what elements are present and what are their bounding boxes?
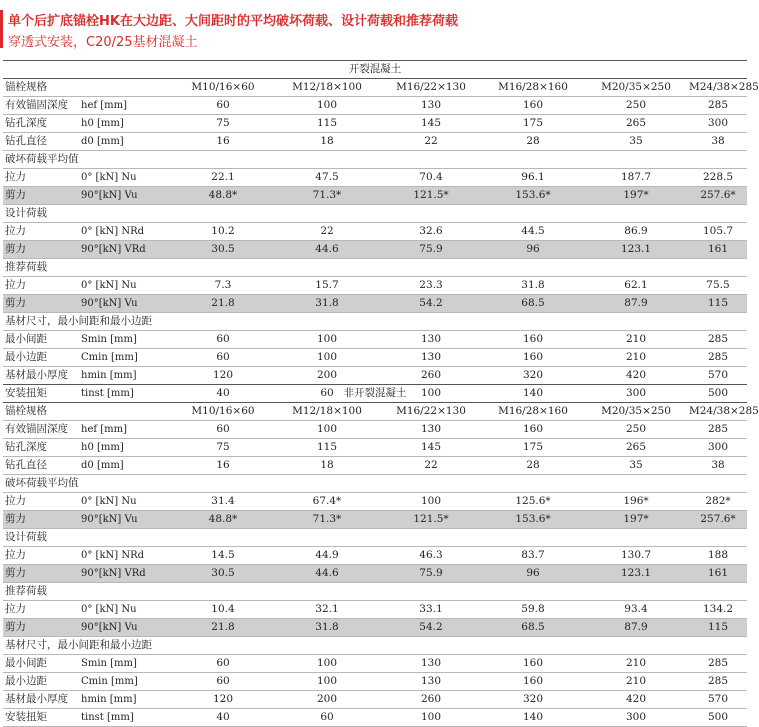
value-cell: 86.9 (583, 223, 689, 241)
value-cell: 60 (171, 655, 275, 673)
row-unit: 90°[kN] Vu (81, 295, 171, 313)
section-row (3, 637, 747, 655)
table-row (3, 655, 747, 673)
value-cell: 115 (689, 619, 747, 637)
value-cell: 18 (275, 457, 379, 475)
row-label: 最小间距 (3, 331, 81, 349)
row-unit: 0° [kN] Nu (81, 493, 171, 511)
table-row (3, 169, 747, 187)
value-cell: 200 (275, 367, 379, 385)
value-cell: 100 (379, 493, 483, 511)
row-label: 拉力 (3, 601, 81, 619)
value-cell: 320 (483, 691, 583, 709)
value-cell: 60 (171, 331, 275, 349)
value-cell: 62.1 (583, 277, 689, 295)
size-header-cell: M20/35×250 (583, 403, 689, 421)
value-cell: 21.8 (171, 619, 275, 637)
value-cell: 210 (583, 655, 689, 673)
size-header-cell: M24/38×285 (689, 79, 747, 97)
value-cell: 145 (379, 439, 483, 457)
value-cell: 210 (583, 349, 689, 367)
value-cell: 250 (583, 97, 689, 115)
value-cell: 121.5* (379, 511, 483, 529)
value-cell: 75.9 (379, 241, 483, 259)
row-label: 最小间距 (3, 655, 81, 673)
value-cell: 70.4 (379, 169, 483, 187)
value-cell: 130.7 (583, 547, 689, 565)
size-header-cell: M20/35×250 (583, 79, 689, 97)
value-cell: 160 (483, 97, 583, 115)
value-cell: 570 (689, 367, 747, 385)
value-cell: 44.6 (275, 241, 379, 259)
row-label: 推荐荷载 (3, 259, 747, 277)
value-cell: 38 (689, 457, 747, 475)
value-cell: 75.5 (689, 277, 747, 295)
row-label: 剪力 (3, 241, 81, 259)
value-cell: 54.2 (379, 619, 483, 637)
value-cell: 60 (171, 349, 275, 367)
row-label: 剪力 (3, 187, 81, 205)
table-caption-row (3, 385, 747, 403)
row-unit: tinst [mm] (81, 385, 171, 403)
value-cell: 196* (583, 493, 689, 511)
value-cell: 44.9 (275, 547, 379, 565)
row-unit: Smin [mm] (81, 331, 171, 349)
value-cell: 300 (583, 709, 689, 727)
row-label: 剪力 (3, 619, 81, 637)
table-row (3, 457, 747, 475)
size-header-cell: M10/16×60 (171, 79, 275, 97)
row-unit: 90°[kN] Vu (81, 511, 171, 529)
row-label: 基材尺寸，最小间距和最小边距 (3, 637, 747, 655)
table-row (3, 97, 747, 115)
value-cell: 260 (379, 691, 483, 709)
table-row (3, 421, 747, 439)
row-label: 基材尺寸，最小间距和最小边距 (3, 313, 747, 331)
value-cell: 46.3 (379, 547, 483, 565)
value-cell: 130 (379, 421, 483, 439)
value-cell: 60 (171, 97, 275, 115)
value-cell: 115 (275, 439, 379, 457)
row-label: 安装扭矩 (3, 709, 81, 727)
value-cell: 87.9 (583, 619, 689, 637)
value-cell: 160 (483, 655, 583, 673)
value-cell: 285 (689, 349, 747, 367)
value-cell: 87.9 (583, 295, 689, 313)
value-cell: 40 (171, 709, 275, 727)
value-cell: 300 (689, 115, 747, 133)
value-cell: 570 (689, 691, 747, 709)
table-row (3, 223, 747, 241)
value-cell: 420 (583, 691, 689, 709)
value-cell: 257.6* (689, 187, 747, 205)
value-cell: 100 (379, 709, 483, 727)
value-cell: 96 (483, 565, 583, 583)
value-cell: 161 (689, 565, 747, 583)
value-cell: 115 (275, 115, 379, 133)
value-cell: 32.1 (275, 601, 379, 619)
title-block (0, 0, 750, 52)
value-cell: 100 (379, 385, 483, 403)
value-cell: 123.1 (583, 241, 689, 259)
section-row (3, 259, 747, 277)
value-cell: 145 (379, 115, 483, 133)
table-row (3, 277, 747, 295)
value-cell: 60 (275, 385, 379, 403)
value-cell: 75 (171, 115, 275, 133)
row-label: 最小边距 (3, 673, 81, 691)
value-cell: 93.4 (583, 601, 689, 619)
value-cell: 265 (583, 115, 689, 133)
value-cell: 130 (379, 349, 483, 367)
row-unit: 90°[kN] Vu (81, 187, 171, 205)
size-header-cell: M16/22×130 (379, 79, 483, 97)
value-cell: 7.3 (171, 277, 275, 295)
table-row (3, 133, 747, 151)
value-cell: 285 (689, 331, 747, 349)
value-cell: 21.8 (171, 295, 275, 313)
value-cell: 60 (275, 709, 379, 727)
value-cell: 140 (483, 709, 583, 727)
value-cell: 38 (689, 133, 747, 151)
value-cell: 175 (483, 439, 583, 457)
value-cell: 100 (275, 673, 379, 691)
value-cell: 260 (379, 367, 483, 385)
value-cell: 83.7 (483, 547, 583, 565)
row-label: 钻孔直径 (3, 457, 81, 475)
value-cell: 175 (483, 115, 583, 133)
value-cell: 71.3* (275, 511, 379, 529)
size-header-row (3, 79, 747, 97)
table-cracked-concrete (3, 60, 759, 403)
value-cell: 500 (689, 385, 747, 403)
table-row (3, 511, 747, 529)
row-label: 钻孔直径 (3, 133, 81, 151)
value-cell: 60 (171, 673, 275, 691)
table-caption-row (3, 61, 747, 79)
value-cell: 187.7 (583, 169, 689, 187)
size-header-cell: M10/16×60 (171, 403, 275, 421)
row-unit: hef [mm] (81, 97, 171, 115)
value-cell: 160 (483, 421, 583, 439)
row-label: 有效锚固深度 (3, 97, 81, 115)
row-label: 设计荷载 (3, 205, 747, 223)
value-cell: 31.8 (275, 619, 379, 637)
value-cell: 18 (275, 133, 379, 151)
table-uncracked-concrete (3, 384, 759, 727)
row-label: 破坏荷载平均值 (3, 475, 747, 493)
size-header-cell: M12/18×100 (275, 403, 379, 421)
table-row (3, 331, 747, 349)
value-cell: 100 (275, 331, 379, 349)
value-cell: 100 (275, 97, 379, 115)
table-row (3, 673, 747, 691)
row-unit: d0 [mm] (81, 457, 171, 475)
size-header-cell: M16/22×130 (379, 403, 483, 421)
value-cell: 16 (171, 133, 275, 151)
row-label: 锚栓规格 (3, 79, 171, 97)
row-label: 钻孔深度 (3, 115, 81, 133)
row-label: 基材最小厚度 (3, 367, 81, 385)
row-label: 锚栓规格 (3, 403, 171, 421)
value-cell: 160 (483, 349, 583, 367)
row-unit: h0 [mm] (81, 115, 171, 133)
row-unit: 0° [kN] Nu (81, 277, 171, 295)
row-label: 基材最小厚度 (3, 691, 81, 709)
row-unit: 90°[kN] Vu (81, 619, 171, 637)
table-row (3, 565, 747, 583)
value-cell: 250 (583, 421, 689, 439)
row-label: 破坏荷载平均值 (3, 151, 747, 169)
value-cell: 75.9 (379, 565, 483, 583)
value-cell: 68.5 (483, 619, 583, 637)
row-label: 拉力 (3, 169, 81, 187)
value-cell: 188 (689, 547, 747, 565)
value-cell: 54.2 (379, 295, 483, 313)
row-label: 剪力 (3, 511, 81, 529)
value-cell: 130 (379, 655, 483, 673)
value-cell: 48.8* (171, 511, 275, 529)
value-cell: 121.5* (379, 187, 483, 205)
value-cell: 120 (171, 691, 275, 709)
value-cell: 31.8 (275, 295, 379, 313)
table-row (3, 187, 747, 205)
section-row (3, 475, 747, 493)
value-cell: 285 (689, 97, 747, 115)
value-cell: 265 (583, 439, 689, 457)
value-cell: 153.6* (483, 187, 583, 205)
row-unit: Cmin [mm] (81, 349, 171, 367)
table-row (3, 241, 747, 259)
row-unit: hmin [mm] (81, 691, 171, 709)
size-header-row (3, 403, 747, 421)
value-cell: 40 (171, 385, 275, 403)
value-cell: 100 (275, 655, 379, 673)
value-cell: 100 (275, 349, 379, 367)
value-cell: 71.3* (275, 187, 379, 205)
value-cell: 67.4* (275, 493, 379, 511)
value-cell: 31.8 (483, 277, 583, 295)
value-cell: 300 (689, 439, 747, 457)
value-cell: 197* (583, 187, 689, 205)
section-row (3, 313, 747, 331)
table-row (3, 493, 747, 511)
row-label: 最小边距 (3, 349, 81, 367)
value-cell: 123.1 (583, 565, 689, 583)
size-header-cell: M24/38×285 (689, 403, 747, 421)
row-unit: Cmin [mm] (81, 673, 171, 691)
row-label: 拉力 (3, 223, 81, 241)
value-cell: 140 (483, 385, 583, 403)
value-cell: 16 (171, 457, 275, 475)
accent-bar (0, 10, 3, 48)
row-label: 拉力 (3, 277, 81, 295)
value-cell: 33.1 (379, 601, 483, 619)
table-caption: 非开裂混凝土 (3, 385, 747, 403)
value-cell: 210 (583, 331, 689, 349)
value-cell: 300 (583, 385, 689, 403)
value-cell: 285 (689, 655, 747, 673)
table-row (3, 709, 747, 727)
value-cell: 22.1 (171, 169, 275, 187)
value-cell: 44.6 (275, 565, 379, 583)
row-unit: d0 [mm] (81, 133, 171, 151)
value-cell: 153.6* (483, 511, 583, 529)
row-unit: 0° [kN] NRd (81, 223, 171, 241)
size-header-cell: M12/18×100 (275, 79, 379, 97)
table-row (3, 601, 747, 619)
value-cell: 35 (583, 133, 689, 151)
value-cell: 22 (275, 223, 379, 241)
value-cell: 44.5 (483, 223, 583, 241)
value-cell: 282* (689, 493, 747, 511)
row-unit: 0° [kN] Nu (81, 601, 171, 619)
row-label: 剪力 (3, 565, 81, 583)
value-cell: 200 (275, 691, 379, 709)
value-cell: 134.2 (689, 601, 747, 619)
row-label: 安装扭矩 (3, 385, 81, 403)
row-unit: 90°[kN] VRd (81, 241, 171, 259)
value-cell: 35 (583, 457, 689, 475)
value-cell: 10.2 (171, 223, 275, 241)
table-row (3, 439, 747, 457)
value-cell: 47.5 (275, 169, 379, 187)
value-cell: 285 (689, 421, 747, 439)
row-unit: tinst [mm] (81, 709, 171, 727)
section-row (3, 529, 747, 547)
value-cell: 28 (483, 457, 583, 475)
section-row (3, 151, 747, 169)
table-row (3, 295, 747, 313)
row-label: 拉力 (3, 493, 81, 511)
value-cell: 120 (171, 367, 275, 385)
value-cell: 23.3 (379, 277, 483, 295)
value-cell: 30.5 (171, 241, 275, 259)
value-cell: 285 (689, 673, 747, 691)
value-cell: 320 (483, 367, 583, 385)
row-unit: 0° [kN] NRd (81, 547, 171, 565)
value-cell: 30.5 (171, 565, 275, 583)
row-unit: hmin [mm] (81, 367, 171, 385)
value-cell: 160 (483, 331, 583, 349)
row-label: 拉力 (3, 547, 81, 565)
value-cell: 100 (275, 421, 379, 439)
value-cell: 161 (689, 241, 747, 259)
row-unit: h0 [mm] (81, 439, 171, 457)
value-cell: 96 (483, 241, 583, 259)
table-row (3, 619, 747, 637)
page-title: 单个后扩底锚栓HK在大边距、大间距时的平均破坏荷载、设计荷载和推荐荷载 (8, 14, 458, 29)
value-cell: 257.6* (689, 511, 747, 529)
value-cell: 228.5 (689, 169, 747, 187)
value-cell: 31.4 (171, 493, 275, 511)
value-cell: 48.8* (171, 187, 275, 205)
value-cell: 420 (583, 367, 689, 385)
row-unit: 90°[kN] VRd (81, 565, 171, 583)
table-row (3, 115, 747, 133)
table-row (3, 367, 747, 385)
row-label: 推荐荷载 (3, 583, 747, 601)
row-unit: Smin [mm] (81, 655, 171, 673)
value-cell: 22 (379, 133, 483, 151)
value-cell: 15.7 (275, 277, 379, 295)
table-row (3, 349, 747, 367)
row-label: 钻孔深度 (3, 439, 81, 457)
section-row (3, 583, 747, 601)
row-label: 剪力 (3, 295, 81, 313)
size-header-cell: M16/28×160 (483, 79, 583, 97)
value-cell: 60 (171, 421, 275, 439)
row-label: 设计荷载 (3, 529, 747, 547)
value-cell: 500 (689, 709, 747, 727)
value-cell: 14.5 (171, 547, 275, 565)
value-cell: 75 (171, 439, 275, 457)
table-row (3, 691, 747, 709)
row-label: 有效锚固深度 (3, 421, 81, 439)
value-cell: 105.7 (689, 223, 747, 241)
value-cell: 210 (583, 673, 689, 691)
value-cell: 160 (483, 673, 583, 691)
value-cell: 96.1 (483, 169, 583, 187)
value-cell: 22 (379, 457, 483, 475)
value-cell: 130 (379, 97, 483, 115)
table-row (3, 547, 747, 565)
size-header-cell: M16/28×160 (483, 403, 583, 421)
value-cell: 125.6* (483, 493, 583, 511)
value-cell: 59.8 (483, 601, 583, 619)
value-cell: 130 (379, 673, 483, 691)
page-subtitle: 穿透式安装，C20/25基材混凝土 (8, 35, 198, 50)
value-cell: 28 (483, 133, 583, 151)
value-cell: 68.5 (483, 295, 583, 313)
value-cell: 197* (583, 511, 689, 529)
value-cell: 32.6 (379, 223, 483, 241)
value-cell: 130 (379, 331, 483, 349)
row-unit: hef [mm] (81, 421, 171, 439)
table-caption: 开裂混凝土 (3, 61, 747, 79)
row-unit: 0° [kN] Nu (81, 169, 171, 187)
section-row (3, 205, 747, 223)
value-cell: 10.4 (171, 601, 275, 619)
value-cell: 115 (689, 295, 747, 313)
